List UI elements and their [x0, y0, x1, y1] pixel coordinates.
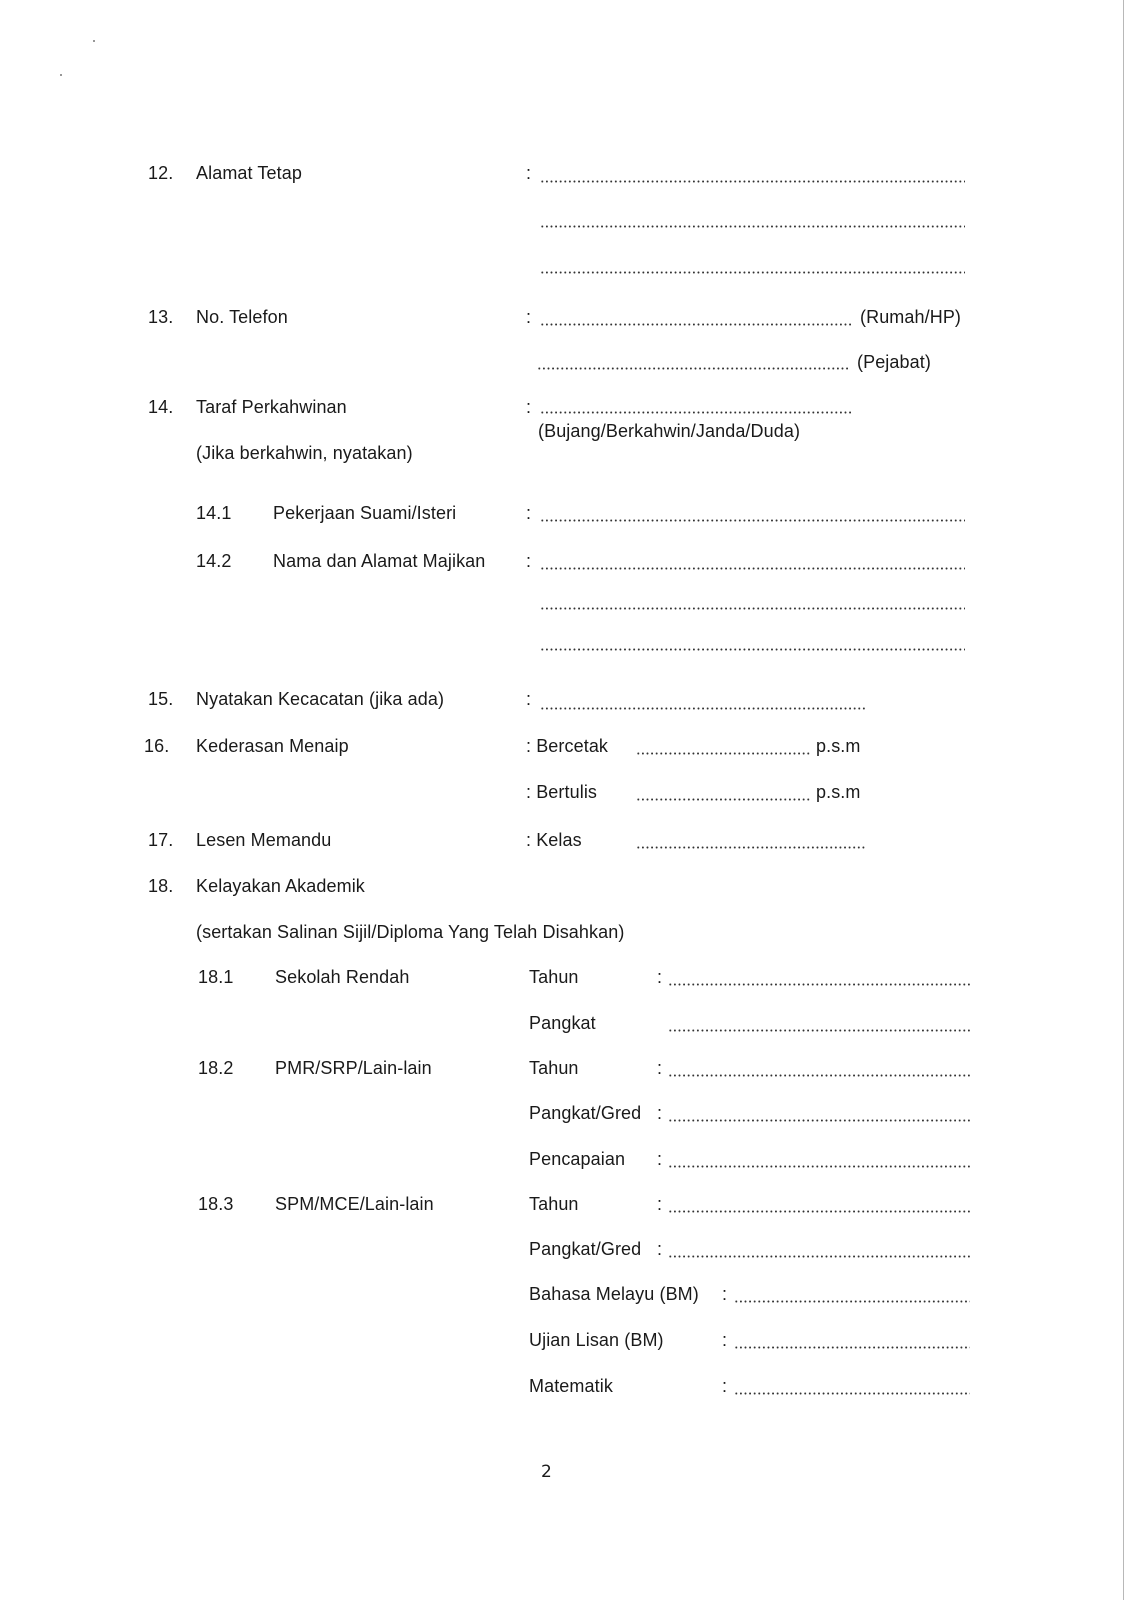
bercetak-label: : Bercetak: [526, 736, 609, 756]
item-14-label: Taraf Perkahwinan: [196, 397, 347, 417]
colon: :: [657, 967, 663, 987]
bertulis-field[interactable]: [636, 798, 810, 801]
item-18-note: (sertakan Salinan Sijil/Diploma Yang Telah Disahkan): [196, 922, 625, 942]
item-18-3-label: SPM/MCE/Lain-lain: [275, 1194, 434, 1214]
bercetak-field[interactable]: [636, 752, 810, 755]
sr-pangkat-field[interactable]: [668, 1029, 970, 1032]
item-18-2-label: PMR/SRP/Lain-lain: [275, 1058, 432, 1078]
alamat-field-line-2[interactable]: [540, 225, 965, 228]
spm-tahun-field[interactable]: [668, 1210, 970, 1213]
item-14-2-number: 14.2: [196, 551, 232, 571]
spm-matematik-label: Matematik: [529, 1376, 613, 1396]
telefon-pejabat-field[interactable]: [537, 367, 849, 370]
pekerjaan-field[interactable]: [540, 519, 965, 522]
pmr-pangkat-label: Pangkat/Gred: [529, 1103, 642, 1123]
spm-lisan-field[interactable]: [734, 1346, 970, 1349]
sr-tahun-field[interactable]: [668, 983, 970, 986]
item-18-1-label: Sekolah Rendah: [275, 967, 410, 987]
spm-tahun-label: Tahun: [529, 1194, 579, 1214]
item-12-label: Alamat Tetap: [196, 163, 302, 183]
item-18-label: Kelayakan Akademik: [196, 876, 365, 896]
spm-pangkat-field[interactable]: [668, 1255, 970, 1258]
item-18-3-number: 18.3: [198, 1194, 234, 1214]
taraf-perkahwinan-field[interactable]: [540, 411, 852, 414]
colon: :: [657, 1103, 663, 1123]
kecacatan-field[interactable]: [540, 707, 865, 710]
colon: :: [526, 503, 532, 523]
sr-pangkat-label: Pangkat: [529, 1013, 596, 1033]
colon: :: [657, 1149, 663, 1169]
pmr-tahun-field[interactable]: [668, 1074, 970, 1077]
bertulis-label: : Bertulis: [526, 782, 598, 802]
spm-pangkat-label: Pangkat/Gred: [529, 1239, 642, 1259]
kelas-field[interactable]: [636, 846, 866, 849]
majikan-field-line-3[interactable]: [540, 648, 965, 651]
item-18-1-number: 18.1: [198, 967, 234, 987]
colon: :: [657, 1058, 663, 1078]
bercetak-unit: p.s.m: [816, 736, 861, 756]
pmr-pencapaian-label: Pencapaian: [529, 1149, 626, 1169]
majikan-field-line-2[interactable]: [540, 607, 965, 610]
bertulis-unit: p.s.m: [816, 782, 861, 802]
colon: :: [526, 397, 532, 417]
item-14-note: (Jika berkahwin, nyatakan): [196, 443, 413, 463]
colon: :: [722, 1284, 728, 1304]
colon: :: [657, 1194, 663, 1214]
telefon-rumah-suffix: (Rumah/HP): [860, 307, 962, 327]
colon: :: [722, 1330, 728, 1350]
scan-edge-line: [1123, 0, 1124, 1600]
item-14-number: 14.: [148, 397, 174, 417]
item-18-number: 18.: [148, 876, 174, 896]
sr-tahun-label: Tahun: [529, 967, 579, 987]
colon: :: [657, 1239, 663, 1259]
telefon-rumah-field[interactable]: [540, 323, 852, 326]
item-14-1-label: Pekerjaan Suami/Isteri: [273, 503, 457, 523]
telefon-pejabat-suffix: (Pejabat): [857, 352, 931, 372]
item-18-2-number: 18.2: [198, 1058, 234, 1078]
alamat-field-line-1[interactable]: [540, 180, 965, 183]
item-15-label: Nyatakan Kecacatan (jika ada): [196, 689, 445, 709]
taraf-options-hint: (Bujang/Berkahwin/Janda/Duda): [538, 421, 801, 441]
pmr-tahun-label: Tahun: [529, 1058, 579, 1078]
colon: :: [526, 163, 532, 183]
colon: :: [526, 689, 532, 709]
item-14-2-label: Nama dan Alamat Majikan: [273, 551, 486, 571]
spm-bm-field[interactable]: [734, 1300, 970, 1303]
scan-speck: [93, 40, 95, 42]
scan-speck: [60, 74, 62, 76]
spm-bm-label: Bahasa Melayu (BM): [529, 1284, 699, 1304]
page-number: 2: [541, 1462, 552, 1482]
majikan-field-line-1[interactable]: [540, 567, 965, 570]
item-13-label: No. Telefon: [196, 307, 288, 327]
item-12-number: 12.: [148, 163, 174, 183]
item-17-label: Lesen Memandu: [196, 830, 332, 850]
spm-matematik-field[interactable]: [734, 1392, 970, 1395]
colon: :: [526, 307, 532, 327]
item-15-number: 15.: [148, 689, 174, 709]
colon: :: [722, 1376, 728, 1396]
pmr-pangkat-field[interactable]: [668, 1119, 970, 1122]
spm-lisan-label: Ujian Lisan (BM): [529, 1330, 664, 1350]
colon: :: [526, 551, 532, 571]
item-14-1-number: 14.1: [196, 503, 232, 523]
kelas-label: : Kelas: [526, 830, 582, 850]
alamat-field-line-3[interactable]: [540, 271, 965, 274]
pmr-pencapaian-field[interactable]: [668, 1165, 970, 1168]
item-16-label: Kederasan Menaip: [196, 736, 349, 756]
item-17-number: 17.: [148, 830, 174, 850]
item-13-number: 13.: [148, 307, 174, 327]
item-16-number: 16.: [144, 736, 170, 756]
